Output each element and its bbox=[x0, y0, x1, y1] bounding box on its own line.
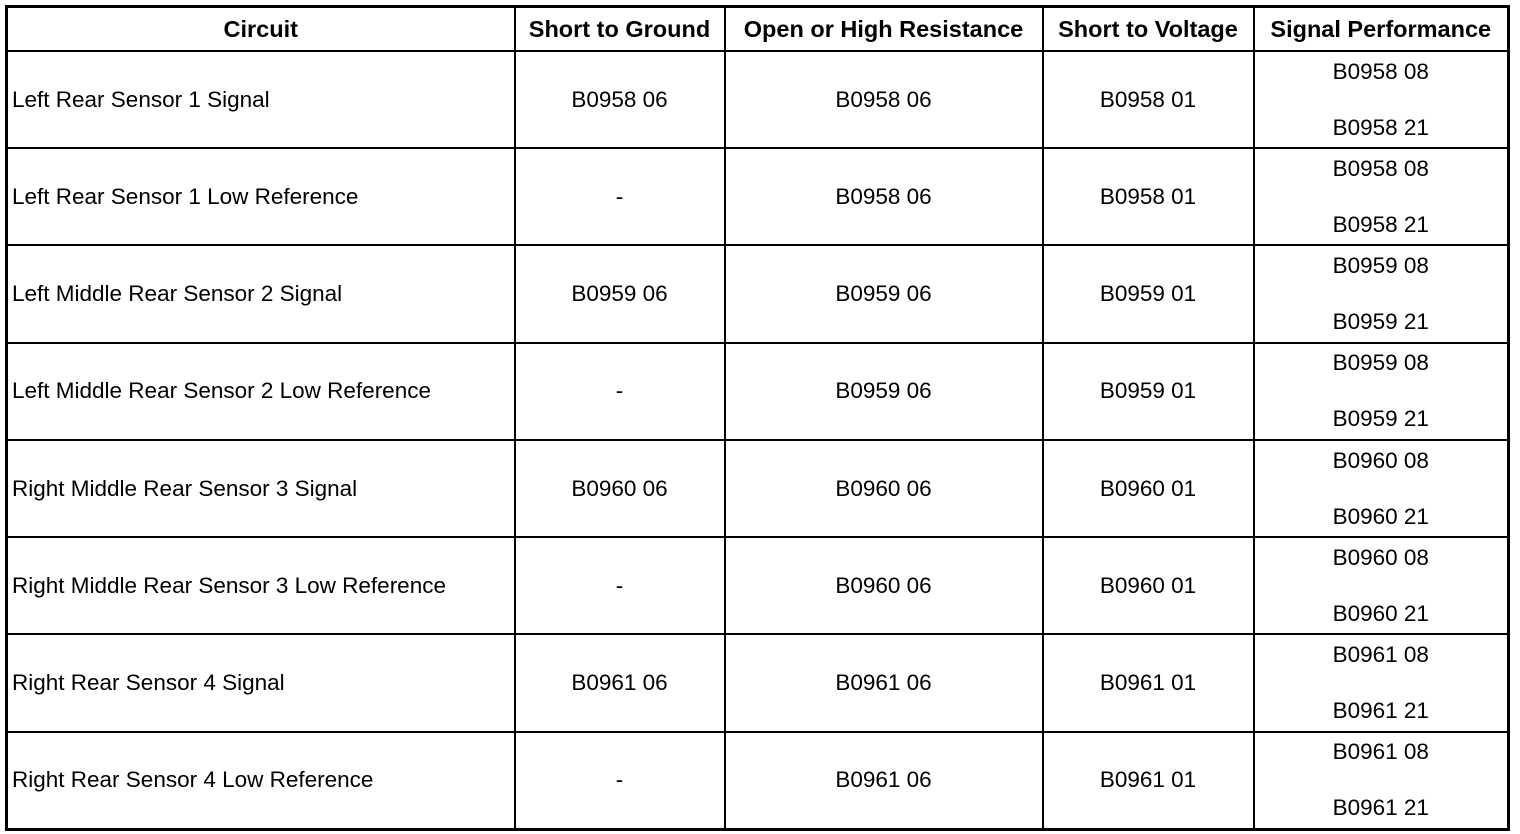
short-to-voltage-cell: B0959 01 bbox=[1043, 245, 1254, 342]
signal-performance-cell bbox=[1254, 245, 1509, 342]
signal-performance-cell bbox=[1254, 51, 1509, 148]
circuit-cell: Right Middle Rear Sensor 3 Signal bbox=[7, 440, 515, 537]
table-row bbox=[7, 245, 1509, 342]
signal-performance-code: B0959 08 bbox=[1332, 253, 1429, 279]
short-to-voltage-cell: B0958 01 bbox=[1043, 51, 1254, 148]
short-to-ground-cell: - bbox=[515, 537, 725, 634]
short-to-voltage-cell: B0958 01 bbox=[1043, 148, 1254, 245]
signal-performance-code: B0959 21 bbox=[1332, 406, 1429, 432]
table-row bbox=[7, 148, 1509, 245]
circuit-cell: Left Middle Rear Sensor 2 Low Reference bbox=[7, 343, 515, 440]
header-short-to-voltage: Short to Voltage bbox=[1043, 7, 1254, 52]
signal-performance-code: B0958 21 bbox=[1332, 114, 1429, 140]
short-to-voltage-cell: B0960 01 bbox=[1043, 537, 1254, 634]
signal-performance-cell bbox=[1254, 732, 1509, 830]
short-to-voltage-cell: B0960 01 bbox=[1043, 440, 1254, 537]
header-open-high-resistance: Open or High Resistance bbox=[725, 7, 1043, 52]
signal-performance-code: B0958 21 bbox=[1332, 211, 1429, 237]
short-to-voltage-cell: B0961 01 bbox=[1043, 732, 1254, 830]
signal-performance-code: B0960 08 bbox=[1332, 447, 1429, 473]
signal-performance-code: B0958 08 bbox=[1332, 58, 1429, 84]
open-high-resistance-cell: B0958 06 bbox=[725, 148, 1043, 245]
signal-performance-code: B0960 21 bbox=[1332, 503, 1429, 529]
circuit-cell: Right Rear Sensor 4 Signal bbox=[7, 634, 515, 731]
open-high-resistance-cell: B0959 06 bbox=[725, 245, 1043, 342]
short-to-ground-cell: B0958 06 bbox=[515, 51, 725, 148]
header-row bbox=[7, 7, 1509, 52]
open-high-resistance-cell: B0961 06 bbox=[725, 634, 1043, 731]
header-circuit: Circuit bbox=[7, 7, 515, 52]
dtc-circuit-table bbox=[5, 5, 1510, 831]
header-short-to-ground: Short to Ground bbox=[515, 7, 725, 52]
signal-performance-code: B0960 08 bbox=[1332, 544, 1429, 570]
table-row bbox=[7, 51, 1509, 148]
signal-performance-code: B0961 08 bbox=[1332, 739, 1429, 765]
table-row bbox=[7, 634, 1509, 731]
open-high-resistance-cell: B0961 06 bbox=[725, 732, 1043, 830]
circuit-cell: Left Rear Sensor 1 Signal bbox=[7, 51, 515, 148]
signal-performance-cell bbox=[1254, 537, 1509, 634]
circuit-cell: Right Rear Sensor 4 Low Reference bbox=[7, 732, 515, 830]
short-to-ground-cell: - bbox=[515, 148, 725, 245]
signal-performance-code: B0958 08 bbox=[1332, 155, 1429, 181]
signal-performance-code: B0961 21 bbox=[1332, 795, 1429, 821]
signal-performance-cell bbox=[1254, 343, 1509, 440]
table-row bbox=[7, 537, 1509, 634]
signal-performance-cell bbox=[1254, 634, 1509, 731]
signal-performance-cell bbox=[1254, 148, 1509, 245]
signal-performance-code: B0959 21 bbox=[1332, 309, 1429, 335]
circuit-cell: Left Rear Sensor 1 Low Reference bbox=[7, 148, 515, 245]
signal-performance-code: B0961 08 bbox=[1332, 642, 1429, 668]
circuit-cell: Left Middle Rear Sensor 2 Signal bbox=[7, 245, 515, 342]
signal-performance-code: B0959 08 bbox=[1332, 350, 1429, 376]
open-high-resistance-cell: B0959 06 bbox=[725, 343, 1043, 440]
table-row bbox=[7, 732, 1509, 830]
table-row bbox=[7, 440, 1509, 537]
short-to-ground-cell: B0961 06 bbox=[515, 634, 725, 731]
open-high-resistance-cell: B0960 06 bbox=[725, 537, 1043, 634]
short-to-voltage-cell: B0961 01 bbox=[1043, 634, 1254, 731]
short-to-ground-cell: B0959 06 bbox=[515, 245, 725, 342]
signal-performance-code: B0960 21 bbox=[1332, 600, 1429, 626]
table-row bbox=[7, 343, 1509, 440]
signal-performance-cell bbox=[1254, 440, 1509, 537]
short-to-voltage-cell: B0959 01 bbox=[1043, 343, 1254, 440]
signal-performance-code: B0961 21 bbox=[1332, 698, 1429, 724]
short-to-ground-cell: - bbox=[515, 343, 725, 440]
short-to-ground-cell: B0960 06 bbox=[515, 440, 725, 537]
open-high-resistance-cell: B0960 06 bbox=[725, 440, 1043, 537]
circuit-cell: Right Middle Rear Sensor 3 Low Reference bbox=[7, 537, 515, 634]
header-signal-performance: Signal Performance bbox=[1254, 7, 1509, 52]
open-high-resistance-cell: B0958 06 bbox=[725, 51, 1043, 148]
short-to-ground-cell: - bbox=[515, 732, 725, 830]
